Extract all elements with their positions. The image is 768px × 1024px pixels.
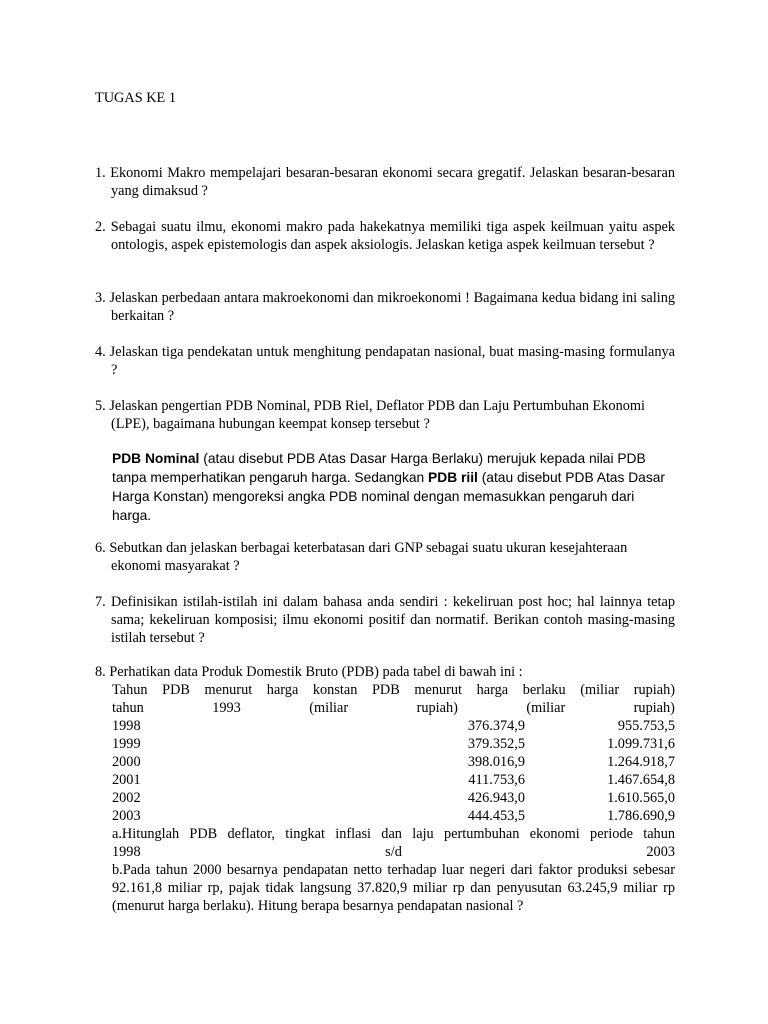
question-text: Sebagai suatu ilmu, ekonomi makro pada hakekatnya memiliki tiga aspek keilmuan yaitu aspek ontologis, aspek epistemologis dan aspek aksiologis. Jelaskan ketiga aspek keilmuan tersebut ? <box>110 219 676 253</box>
question-text: Ekonomi Makro mempelajari besaran-besaran ekonomi secara gregatif. Jelaskan besaran-besaran yang dimaksud ? <box>110 165 675 199</box>
page-title: TUGAS KE 1 <box>95 90 177 106</box>
table-header-cell: (miliar <box>309 700 349 716</box>
question-number: 2. <box>95 219 106 235</box>
year-cell: 2002 <box>112 790 141 806</box>
konstan-cell: 444.453,5 <box>467 808 525 824</box>
table-header-cell: 1993 <box>212 700 241 716</box>
part-a-text: a.Hitunglah PDB deflator, tingkat inflasi dan laju pertumbuhan ekonomi periode tahun <box>112 826 675 842</box>
part-a-line <box>112 825 675 843</box>
table-row <box>112 753 675 771</box>
table-header-text: Tahun PDB menurut harga konstan PDB menurut harga berlaku (miliar rupiah) <box>112 682 675 698</box>
question-text: Perhatikan data Produk Domestik Bruto (PDB) pada tabel di bawah ini : <box>109 664 523 680</box>
question-text: Jelaskan perbedaan antara makroekonomi dan mikroekonomi ! Bagaimana kedua bidang ini saling berkaitan ? <box>109 290 675 324</box>
table-row <box>112 807 675 825</box>
term-pdb-nominal: PDB Nominal <box>112 451 200 466</box>
berlaku-cell: 1.610.565,0 <box>607 790 675 806</box>
question-number: 7. <box>95 594 106 610</box>
year-cell: 1999 <box>112 736 141 752</box>
konstan-cell: 426.943,0 <box>467 790 525 806</box>
berlaku-cell: 1.099.731,6 <box>607 736 675 752</box>
table-header-cell: tahun <box>112 700 144 716</box>
berlaku-cell: 1.467.654,8 <box>607 772 675 788</box>
part-b-text: b.Pada tahun 2000 besarnya pendapatan netto terhadap luar negeri dari faktor produksi sebesar 92.161,8 miliar rp, pajak tidak langsung 37.820,9 miliar rp dan penyusutan 63.245,9 miliar rp (menurut harga berlaku). Hitung berapa besarnya pendapatan nasional ? <box>112 862 675 914</box>
table-subheader <box>112 699 675 717</box>
term-pdb-riil: PDB riil <box>428 470 478 485</box>
question-6 <box>95 539 675 575</box>
table-row <box>112 789 675 807</box>
pdb-table <box>112 681 675 915</box>
question-1 <box>95 164 675 200</box>
question-number: 8. <box>95 664 106 680</box>
year-cell: 2000 <box>112 754 141 770</box>
question-number: 6. <box>95 540 106 556</box>
range-separator: s/d <box>385 844 402 860</box>
table-header <box>112 681 675 699</box>
table-header-cell: rupiah) <box>633 700 675 716</box>
berlaku-cell: 1.786.690,9 <box>607 808 675 824</box>
question-7 <box>95 593 675 647</box>
berlaku-cell: 1.264.918,7 <box>607 754 675 770</box>
question-text: Definisikan istilah-istilah ini dalam bahasa anda sendiri : kekeliruan post hoc; hal lainnya tetap sama; kekeliruan komposisi; ilmu ekonomi positif dan normatif. Berikan contoh masing-masing istilah tersebut ? <box>110 594 675 646</box>
range-end: 2003 <box>646 844 675 860</box>
question-5 <box>95 397 655 433</box>
year-cell: 2001 <box>112 772 141 788</box>
year-cell: 1998 <box>112 718 141 734</box>
part-a-range <box>112 843 675 861</box>
konstan-cell: 376.374,9 <box>467 718 525 734</box>
answer-text: (atau disebut PDB Atas Dasar Harga Konstan) mengoreksi angka PDB nominal dengan memasukkan pengaruh dari harga. <box>112 470 665 523</box>
table-header-cell: rupiah) <box>416 700 458 716</box>
question-8 <box>95 663 675 681</box>
question-number: 4. <box>95 344 106 360</box>
berlaku-cell: 955.753,5 <box>617 718 675 734</box>
question-text: Jelaskan tiga pendekatan untuk menghitung pendapatan nasional, buat masing-masing formulanya ? <box>109 344 676 378</box>
question-text: Jelaskan pengertian PDB Nominal, PDB Riel, Deflator PDB dan Laju Pertumbuhan Ekonomi (LPE), bagaimana hubungan keempat konsep tersebut ? <box>109 398 645 432</box>
year-cell: 2003 <box>112 808 141 824</box>
question-number: 1. <box>95 165 106 181</box>
answer-5 <box>112 449 672 525</box>
table-row <box>112 771 675 789</box>
question-number: 3. <box>95 290 106 306</box>
table-row <box>112 735 675 753</box>
answer-text: (atau disebut PDB Atas Dasar Harga Berlaku) merujuk kepada nilai PDB tanpa memperhatikan pengaruh harga. Sedangkan <box>112 451 646 485</box>
question-4 <box>95 343 675 379</box>
question-2 <box>95 218 675 254</box>
konstan-cell: 398.016,9 <box>467 754 525 770</box>
range-start: 1998 <box>112 844 141 860</box>
question-3 <box>95 289 675 325</box>
konstan-cell: 379.352,5 <box>467 736 525 752</box>
table-header-cell: (miliar <box>526 700 566 716</box>
konstan-cell: 411.753,6 <box>468 772 525 788</box>
question-text: Sebutkan dan jelaskan berbagai keterbatasan dari GNP sebagai suatu ukuran kesejahteraan ekonomi masyarakat ? <box>109 540 628 574</box>
table-row <box>112 717 675 735</box>
question-number: 5. <box>95 398 106 414</box>
